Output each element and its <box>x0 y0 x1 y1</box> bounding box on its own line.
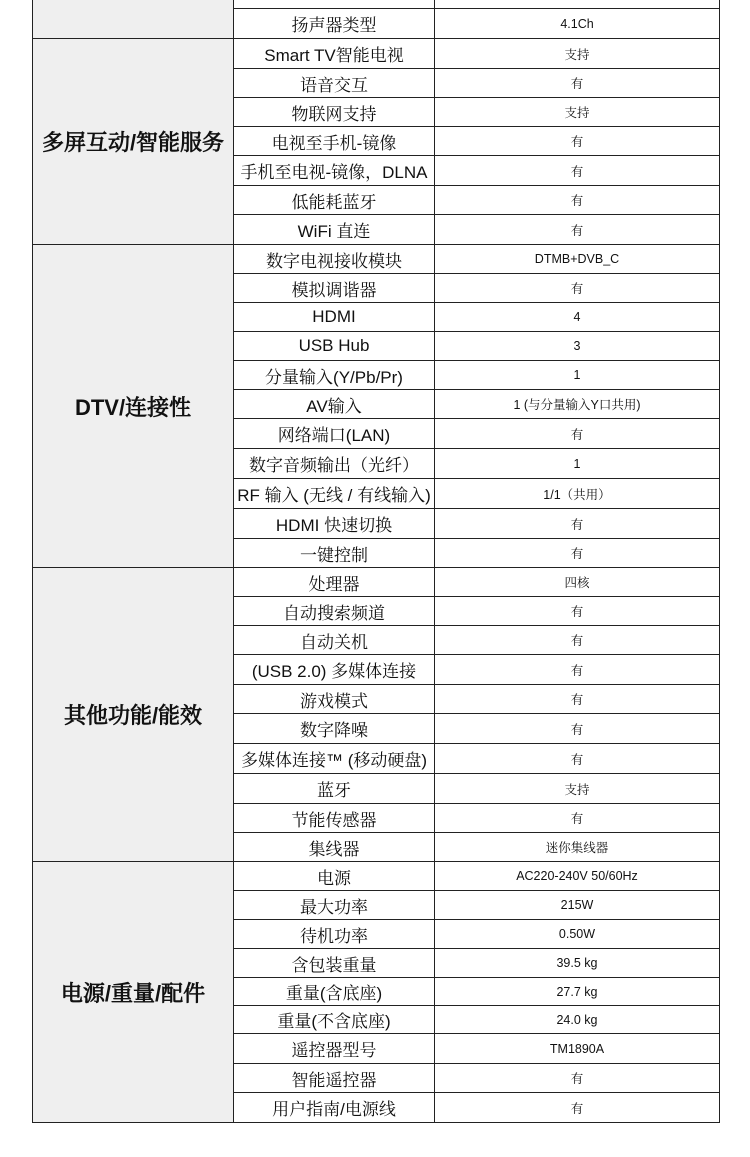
value-cell: 1 <box>435 449 720 479</box>
feature-cell: RF 输入 (无线 / 有线输入) <box>234 479 435 509</box>
value-cell: 有 <box>435 714 720 744</box>
value-cell: 有 <box>435 419 720 449</box>
partial-row <box>33 0 720 9</box>
value-cell: 1 <box>435 361 720 390</box>
feature-cell: 多媒体连接™ (移动硬盘) <box>234 744 435 774</box>
value-cell: 4 <box>435 303 720 332</box>
table-row <box>33 568 720 597</box>
value-cell: 215W <box>435 891 720 920</box>
feature-cell: 一键控制 <box>234 539 435 568</box>
value-cell: 有 <box>435 69 720 98</box>
value-cell: 27.7 kg <box>435 978 720 1006</box>
value-cell: 有 <box>435 804 720 833</box>
value-cell: 有 <box>435 274 720 303</box>
value-cell: 有 <box>435 539 720 568</box>
table-row <box>33 39 720 69</box>
feature-cell: 分量输入(Y/Pb/Pr) <box>234 361 435 390</box>
feature-cell: 含包装重量 <box>234 949 435 978</box>
feature-cell: 手机至电视-镜像，DLNA <box>234 156 435 186</box>
value-cell: 有 <box>435 156 720 186</box>
feature-cell: 数字降噪 <box>234 714 435 744</box>
feature-cell: 模拟调谐器 <box>234 274 435 303</box>
category-cell <box>33 0 234 39</box>
feature-cell: HDMI <box>234 303 435 332</box>
value-cell: AC220-240V 50/60Hz <box>435 862 720 891</box>
feature-cell: HDMI 快速切换 <box>234 509 435 539</box>
value-cell: TM1890A <box>435 1034 720 1064</box>
value-cell: 支持 <box>435 98 720 127</box>
feature-cell: WiFi 直连 <box>234 215 435 245</box>
feature-cell: 遥控器型号 <box>234 1034 435 1064</box>
feature-cell: 节能传感器 <box>234 804 435 833</box>
value-cell: 39.5 kg <box>435 949 720 978</box>
feature-cell: 重量(含底座) <box>234 978 435 1006</box>
value-cell: 四核 <box>435 568 720 597</box>
feature-cell: 语音交互 <box>234 69 435 98</box>
value-cell: 4.1Ch <box>435 9 720 39</box>
value-cell: DTMB+DVB_C <box>435 245 720 274</box>
value-cell: 支持 <box>435 774 720 804</box>
value-cell: 24.0 kg <box>435 1006 720 1034</box>
feature-cell: 重量(不含底座) <box>234 1006 435 1034</box>
value-cell <box>435 0 720 9</box>
value-cell: 有 <box>435 685 720 714</box>
feature-cell: 电视至手机-镜像 <box>234 127 435 156</box>
feature-cell: 待机功率 <box>234 920 435 949</box>
feature-cell: 低能耗蓝牙 <box>234 186 435 215</box>
feature-cell: 自动关机 <box>234 626 435 655</box>
page-bottom-margin <box>0 1127 750 1157</box>
table-row <box>33 245 720 274</box>
value-cell: 有 <box>435 215 720 245</box>
value-cell: 有 <box>435 509 720 539</box>
value-cell: 1 (与分量输入Y口共用) <box>435 390 720 419</box>
value-cell: 3 <box>435 332 720 361</box>
feature-cell: 蓝牙 <box>234 774 435 804</box>
value-cell: 0.50W <box>435 920 720 949</box>
feature-cell: 智能遥控器 <box>234 1064 435 1093</box>
spec-table <box>32 0 720 1123</box>
feature-cell <box>234 0 435 9</box>
feature-cell: Smart TV智能电视 <box>234 39 435 69</box>
value-cell: 有 <box>435 744 720 774</box>
feature-cell: 数字音频输出（光纤） <box>234 449 435 479</box>
feature-cell: 扬声器类型 <box>234 9 435 39</box>
feature-cell: 用户指南/电源线 <box>234 1093 435 1123</box>
feature-cell: AV输入 <box>234 390 435 419</box>
feature-cell: 电源 <box>234 862 435 891</box>
value-cell: 有 <box>435 626 720 655</box>
feature-cell: 集线器 <box>234 833 435 862</box>
value-cell: 有 <box>435 1064 720 1093</box>
feature-cell: 游戏模式 <box>234 685 435 714</box>
feature-cell: 最大功率 <box>234 891 435 920</box>
value-cell: 有 <box>435 597 720 626</box>
category-cell: DTV/连接性 <box>33 245 234 568</box>
feature-cell: 网络端口(LAN) <box>234 419 435 449</box>
value-cell: 1/1（共用） <box>435 479 720 509</box>
value-cell: 支持 <box>435 39 720 69</box>
value-cell: 有 <box>435 127 720 156</box>
feature-cell: 物联网支持 <box>234 98 435 127</box>
feature-cell: USB Hub <box>234 332 435 361</box>
value-cell: 迷你集线器 <box>435 833 720 862</box>
feature-cell: 数字电视接收模块 <box>234 245 435 274</box>
table-row <box>33 862 720 891</box>
value-cell: 有 <box>435 186 720 215</box>
value-cell: 有 <box>435 1093 720 1123</box>
feature-cell: 自动搜索频道 <box>234 597 435 626</box>
category-cell: 电源/重量/配件 <box>33 862 234 1123</box>
category-cell: 其他功能/能效 <box>33 568 234 862</box>
feature-cell: 处理器 <box>234 568 435 597</box>
value-cell: 有 <box>435 655 720 685</box>
feature-cell: (USB 2.0) 多媒体连接 <box>234 655 435 685</box>
category-cell: 多屏互动/智能服务 <box>33 39 234 245</box>
